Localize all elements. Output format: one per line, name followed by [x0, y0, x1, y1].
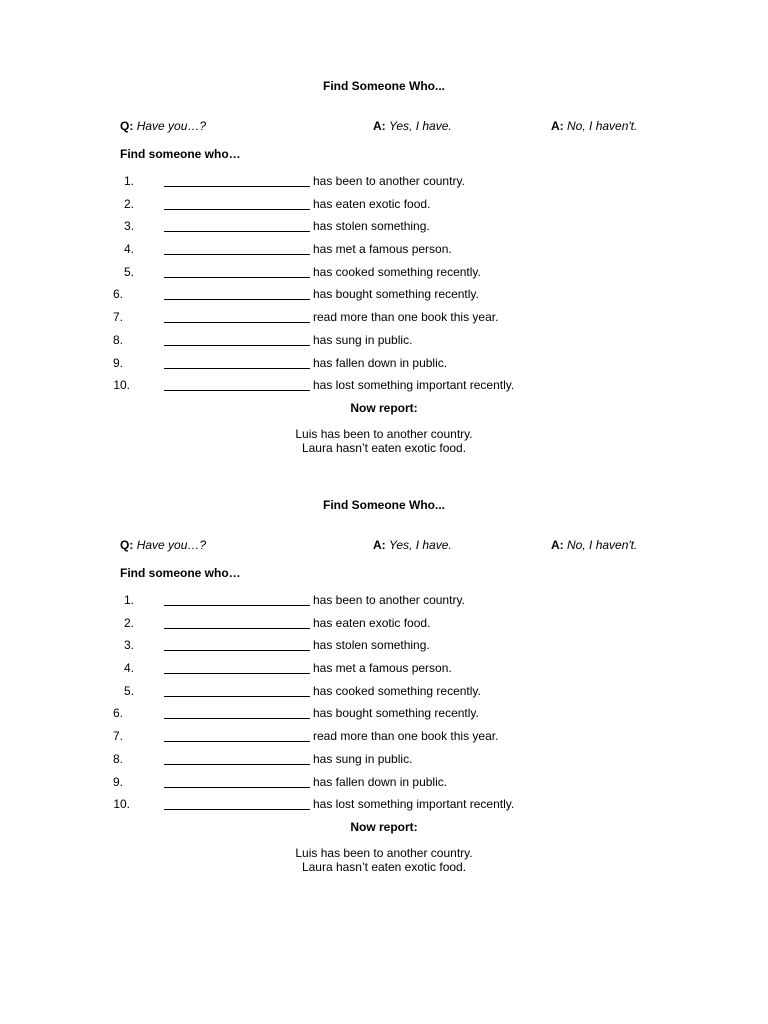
list-item [0, 310, 768, 333]
item-clause: has lost something important recently. [313, 378, 515, 393]
item-clause: has fallen down in public. [313, 774, 448, 789]
item-list [0, 174, 768, 401]
item-number: 3. [123, 638, 134, 653]
answer-yes-label: A: [373, 119, 386, 133]
list-item [0, 706, 768, 729]
question-text: Have you…? [136, 538, 207, 552]
report-title: Now report: [350, 820, 418, 834]
item-list [0, 593, 768, 820]
answer-blank[interactable] [164, 650, 310, 651]
question-label: Q: [120, 119, 134, 133]
answer-blank[interactable] [164, 277, 310, 278]
question-text: Have you…? [136, 119, 207, 133]
answer-no-label: A: [551, 119, 564, 133]
subheading: Find someone who… [120, 147, 241, 161]
item-number: 7. [112, 729, 123, 744]
list-item [0, 593, 768, 616]
item-clause: has been to another country. [313, 593, 465, 607]
section-title: Find Someone Who... [323, 498, 445, 512]
item-number: 1. [123, 593, 134, 607]
item-number: 9. [112, 774, 123, 789]
item-number: 8. [112, 751, 123, 766]
item-clause: has sung in public. [313, 751, 413, 766]
answer-yes-label: A: [373, 538, 386, 552]
answer-blank[interactable] [164, 764, 310, 765]
report-examples [0, 846, 768, 874]
item-clause: has cooked something recently. [313, 683, 481, 698]
report-example-line: Luis has been to another country. [295, 846, 473, 860]
item-number: 10. [113, 797, 130, 812]
item-number: 5. [123, 683, 134, 698]
answer-blank[interactable] [164, 628, 310, 629]
answer-no [551, 538, 637, 552]
answer-yes-text: Yes, I have. [389, 538, 452, 552]
item-clause: has stolen something. [313, 219, 430, 234]
item-number: 6. [112, 287, 123, 302]
answer-blank[interactable] [164, 299, 310, 300]
list-item [0, 661, 768, 684]
subheading: Find someone who… [120, 566, 241, 580]
section-title: Find Someone Who... [323, 79, 445, 93]
list-item [0, 197, 768, 220]
item-number: 5. [123, 264, 134, 279]
worksheet-section [0, 498, 768, 898]
answer-blank[interactable] [164, 186, 310, 187]
answer-no-text: No, I haven't. [567, 119, 638, 133]
item-clause: has eaten exotic food. [313, 196, 431, 211]
item-clause: has cooked something recently. [313, 264, 481, 279]
item-clause: has sung in public. [313, 332, 413, 347]
item-clause: has lost something important recently. [313, 797, 515, 812]
list-item [0, 684, 768, 707]
item-clause: has fallen down in public. [313, 355, 448, 370]
list-item [0, 287, 768, 310]
question-label: Q: [120, 538, 134, 552]
answer-blank[interactable] [164, 718, 310, 719]
list-item [0, 752, 768, 775]
answer-no [551, 119, 637, 133]
report-title: Now report: [350, 401, 418, 415]
answer-blank[interactable] [164, 390, 310, 391]
item-clause: has stolen something. [313, 638, 430, 653]
item-number: 3. [123, 219, 134, 234]
item-clause: read more than one book this year. [313, 310, 499, 325]
list-item [0, 242, 768, 265]
item-number: 8. [112, 332, 123, 347]
list-item [0, 729, 768, 752]
item-clause: has eaten exotic food. [313, 615, 431, 630]
item-number: 4. [123, 242, 134, 257]
item-number: 4. [123, 661, 134, 676]
item-number: 10. [113, 378, 130, 393]
answer-yes [373, 538, 452, 552]
answer-blank[interactable] [164, 254, 310, 255]
item-clause: has met a famous person. [313, 661, 452, 676]
item-number: 7. [112, 310, 123, 325]
report-example-line: Laura hasn’t eaten exotic food. [301, 441, 467, 455]
item-clause: has bought something recently. [313, 706, 479, 721]
report-example-line: Luis has been to another country. [295, 427, 473, 441]
list-item [0, 219, 768, 242]
answer-no-label: A: [551, 538, 564, 552]
answer-blank[interactable] [164, 209, 310, 210]
answer-blank[interactable] [164, 809, 310, 810]
answer-blank[interactable] [164, 605, 310, 606]
list-item [0, 356, 768, 379]
worksheet-section [0, 79, 768, 479]
report-example-line: Laura hasn’t eaten exotic food. [301, 860, 467, 874]
item-number: 2. [123, 615, 134, 630]
question-prompt [120, 538, 206, 552]
list-item [0, 638, 768, 661]
answer-blank[interactable] [164, 345, 310, 346]
item-clause: has been to another country. [313, 174, 465, 188]
answer-blank[interactable] [164, 231, 310, 232]
item-clause: has met a famous person. [313, 242, 452, 257]
list-item [0, 775, 768, 798]
answer-blank[interactable] [164, 322, 310, 323]
item-number: 6. [112, 706, 123, 721]
list-item [0, 265, 768, 288]
list-item [0, 174, 768, 197]
list-item [0, 378, 768, 401]
list-item [0, 797, 768, 820]
answer-blank[interactable] [164, 368, 310, 369]
answer-blank[interactable] [164, 741, 310, 742]
answer-no-text: No, I haven't. [567, 538, 638, 552]
answer-yes [373, 119, 452, 133]
item-number: 2. [123, 196, 134, 211]
answer-yes-text: Yes, I have. [389, 119, 452, 133]
list-item [0, 616, 768, 639]
list-item [0, 333, 768, 356]
report-examples [0, 427, 768, 455]
item-number: 9. [112, 355, 123, 370]
question-prompt [120, 119, 206, 133]
answer-blank[interactable] [164, 787, 310, 788]
answer-blank[interactable] [164, 673, 310, 674]
item-clause: has bought something recently. [313, 287, 479, 302]
item-clause: read more than one book this year. [313, 729, 499, 744]
item-number: 1. [123, 174, 134, 188]
answer-blank[interactable] [164, 696, 310, 697]
